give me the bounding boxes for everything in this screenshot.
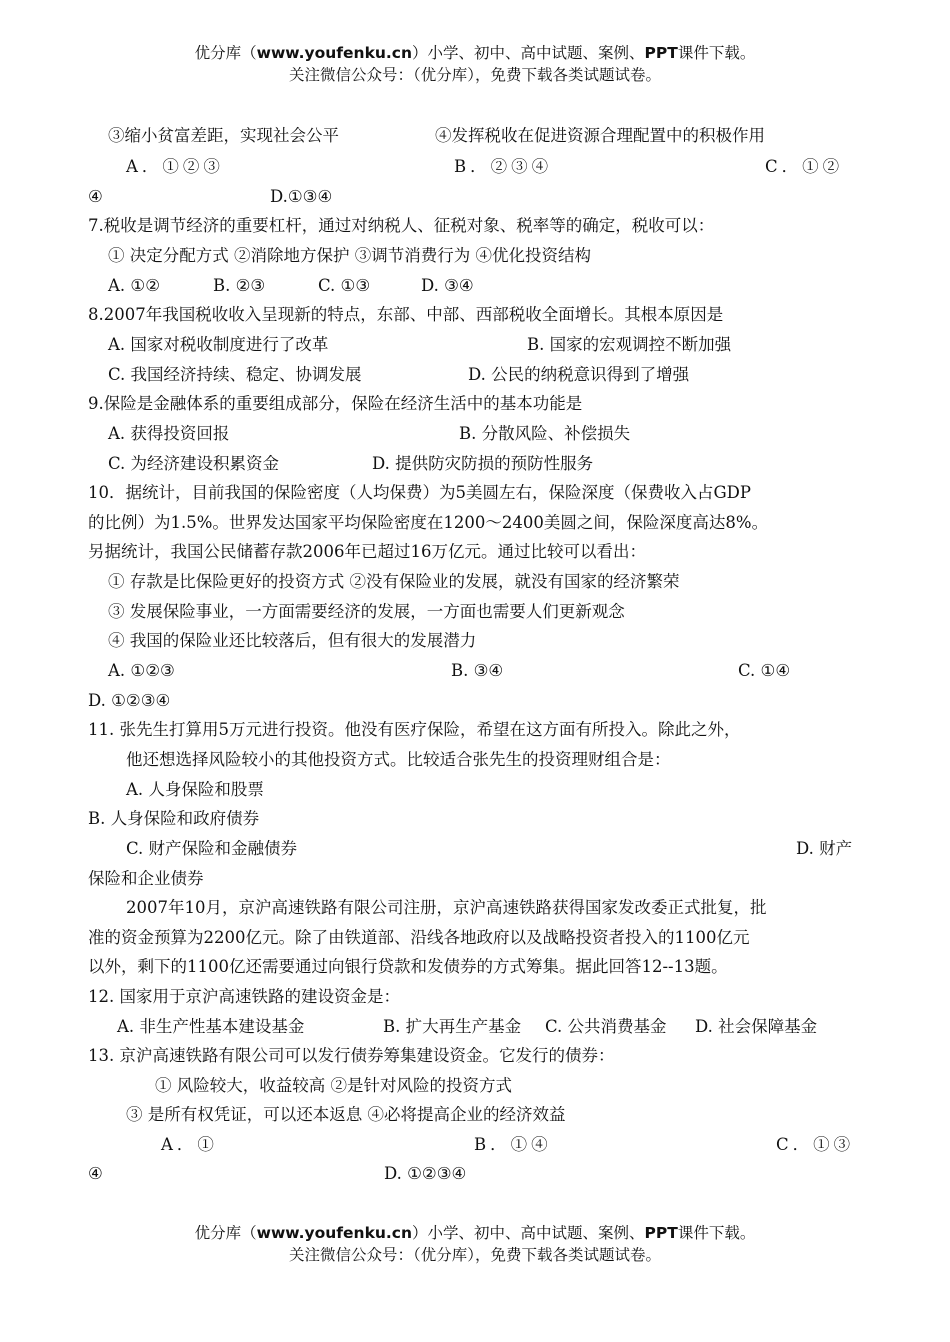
q8-answer-a: A. 国家对税收制度进行了改革: [108, 335, 329, 354]
q11-answer-d: D. 财产: [796, 839, 853, 858]
q11-answer-d-tail: 保险和企业债券: [88, 869, 204, 888]
q11-stem-1: 11. 张先生打算用5万元进行投资。他没有医疗保险，希望在这方面有所投入。除此之外，: [88, 720, 741, 739]
q10-stem-3: 另据统计，我国公民储蓄存款2006年已超过16万亿元。通过比较可以看出：: [88, 542, 646, 561]
q12-answer-d: D. 社会保障基金: [695, 1017, 818, 1036]
q10-answer-c: C. ①④: [738, 661, 791, 680]
q6-option-4: ④发挥税收在促进资源合理配置中的积极作用: [435, 126, 765, 145]
q13-stem: 13. 京沪高速铁路有限公司可以发行债券筹集建设资金。它发行的债券：: [88, 1046, 615, 1065]
q10-option-3: ③ 发展保险事业，一方面需要经济的发展，一方面也需要人们更新观念: [108, 602, 625, 621]
q11-answer-b: B. 人身保险和政府债券: [88, 809, 260, 828]
q6-answer-d: D.①③④: [270, 187, 333, 206]
q11-answer-c: C. 财产保险和金融债券: [126, 839, 298, 858]
q7-stem: 7.税收是调节经济的重要杠杆，通过对纳税人、征税对象、税率等的确定，税收可以：: [88, 216, 715, 235]
q8-answer-c: C. 我国经济持续、稳定、协调发展: [108, 365, 362, 384]
q7-answer-a: A. ①②: [108, 276, 160, 295]
q10-stem-2: 的比例）为1.5%。世界发达国家平均保险密度在1200～2400美圆之间，保险深度高达8%。: [88, 513, 769, 532]
q7-answer-c: C. ①③: [318, 276, 371, 295]
footer-line-1: [0, 1224, 950, 1242]
q13-answer-d: D. ①②③④: [384, 1164, 467, 1183]
q10-answer-a: A. ①②③: [108, 661, 175, 680]
q6-answer-a: A．①②③: [126, 157, 224, 176]
header-text: 课件下载。: [677, 44, 756, 62]
q11-answer-a: A. 人身保险和股票: [126, 780, 264, 799]
q8-stem: 8.2007年我国税收收入呈现新的特点，东部、中部、西部税收全面增长。其根本原因是: [88, 305, 724, 324]
passage-line-1: 2007年10月，京沪高速铁路有限公司注册，京沪高速铁路获得国家发改委正式批复，批: [126, 898, 767, 917]
header-line-2: 关注微信公众号：（优分库），免费下载各类试题试卷。: [288, 66, 661, 84]
q10-stem-1: 10．据统计，目前我国的保险密度（人均保费）为5美圆左右，保险深度（保费收入占GDP: [88, 483, 752, 502]
q10-answer-b: B. ③④: [451, 661, 504, 680]
header-text: 优分库（: [194, 44, 257, 62]
q6-answer-c: C．①②: [765, 157, 844, 176]
q13-answer-c: C．①③: [776, 1135, 855, 1154]
q12-stem: 12. 国家用于京沪高速铁路的建设资金是：: [88, 987, 400, 1006]
q9-answer-a: A. 获得投资回报: [108, 424, 230, 443]
footer-ppt: PPT: [644, 1224, 678, 1242]
q6-answer-c-tail: ④: [88, 187, 103, 206]
footer-text: ）小学、初中、高中试题、案例、: [412, 1224, 645, 1242]
q7-answer-d: D. ③④: [421, 276, 474, 295]
q12-answer-c: C. 公共消费基金: [545, 1017, 667, 1036]
q6-answer-b: B．②③④: [454, 157, 553, 176]
q6-option-3: ③缩小贫富差距，实现社会公平: [108, 126, 339, 145]
q8-answer-b: B. 国家的宏观调控不断加强: [527, 335, 732, 354]
q13-options-3-4: ③ 是所有权凭证，可以还本返息 ④必将提高企业的经济效益: [126, 1105, 566, 1124]
q12-answer-a: A. 非生产性基本建设基金: [117, 1017, 305, 1036]
q7-options: ① 决定分配方式 ②消除地方保护 ③调节消费行为 ④优化投资结构: [108, 246, 591, 265]
footer-text: 优分库（: [194, 1224, 257, 1242]
footer-text: 课件下载。: [677, 1224, 756, 1242]
q10-option-4: ④ 我国的保险业还比较落后，但有很大的发展潜力: [108, 631, 477, 650]
q13-answer-a: A．①: [161, 1135, 218, 1154]
q10-options-1-2: ① 存款是比保险更好的投资方式 ②没有保险业的发展，就没有国家的经济繁荣: [108, 572, 680, 591]
q10-answer-d: D. ①②③④: [88, 691, 171, 710]
footer-site: www.youfenku.cn: [256, 1224, 413, 1242]
passage-line-3: 以外，剩下的1100亿还需要通过向银行贷款和发债券的方式筹集。据此回答12--13题。: [88, 957, 728, 976]
passage-line-2: 准的资金预算为2200亿元。除了由铁道部、沿线各地政府以及战略投资者投入的1100亿元: [88, 928, 750, 947]
q8-answer-d: D. 公民的纳税意识得到了增强: [468, 365, 690, 384]
footer-line-2: 关注微信公众号：（优分库），免费下载各类试题试卷。: [288, 1246, 661, 1264]
q7-answer-b: B. ②③: [213, 276, 266, 295]
q13-answer-c-tail: ④: [88, 1164, 103, 1183]
header-ppt: PPT: [644, 44, 678, 62]
header-site: www.youfenku.cn: [256, 44, 413, 62]
header-text: ）小学、初中、高中试题、案例、: [412, 44, 645, 62]
q13-answer-b: B．①④: [474, 1135, 552, 1154]
header-line-1: [0, 44, 950, 62]
q9-answer-d: D. 提供防灾防损的预防性服务: [372, 454, 594, 473]
q13-options-1-2: ① 风险较大，收益较高 ②是针对风险的投资方式: [155, 1076, 512, 1095]
q9-answer-c: C. 为经济建设积累资金: [108, 454, 280, 473]
q9-stem: 9.保险是金融体系的重要组成部分，保险在经济生活中的基本功能是: [88, 394, 583, 413]
q9-answer-b: B. 分散风险、补偿损失: [459, 424, 631, 443]
q11-stem-2: 他还想选择风险较小的其他投资方式。比较适合张先生的投资理财组合是：: [126, 750, 671, 769]
q12-answer-b: B. 扩大再生产基金: [383, 1017, 522, 1036]
